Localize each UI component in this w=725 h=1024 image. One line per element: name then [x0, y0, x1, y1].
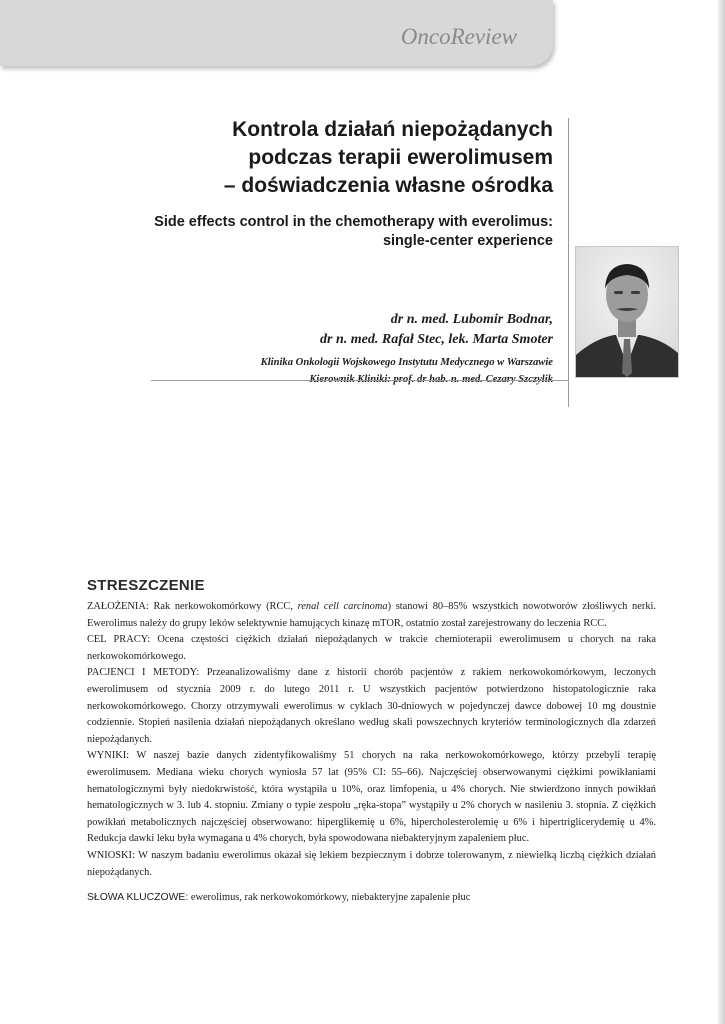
- section-label: WNIOSKI:: [87, 849, 135, 861]
- abstract-aim: [87, 632, 656, 665]
- title-line: Kontrola działań niepożądanych: [232, 118, 553, 141]
- page-edge-shadow: [718, 0, 725, 1024]
- paragraph-text: W naszej bazie danych zidentyfikowaliśmy 51 chorych na raka nerkowokomórkowego, którzy przebyli terapię ewerolimusem. Mediana wieku chorych wyniosła 57 lat (95% CI: 55–66). Najczęściej obserwowanymi ciężkimi powikłaniami hematologicznymi były niedokrwistość, która wystąpiła u 10%, oraz limfopenia, u 4% chorych. Nie stwierdzono innych powikłań hematologicznych w 3. lub 4. stopniu. Zmiany o typie zespołu „ręka-stopa” wystąpiły u 2% chorych w nasileniu 3. stopnia. Z ciężkich powikłań metabolicznych najczęściej obserwowano: hiperglikemię u 6%, hipercholesterolemię u 6% i hipertriglicerydemię u 4%. Redukcja dawki leku była wymagana u 4% chorych, była spowodowana niebakteryjnym zapaleniem płuc.: [87, 750, 656, 845]
- section-label: CEL PRACY:: [87, 634, 151, 646]
- author-photo: [575, 246, 679, 378]
- section-label: WYNIKI:: [87, 750, 130, 762]
- title-line: single-center experience: [382, 233, 553, 249]
- journal-header-tab: [0, 0, 553, 66]
- paragraph-text: W naszym badaniu ewerolimus okazał się lekiem bezpiecznym i dobrze tolerowanym, z niewielką liczbą ciężkich działań niepożądanych.: [87, 849, 656, 878]
- journal-name: OncoReview: [400, 24, 517, 49]
- author-portrait-image: [576, 247, 678, 377]
- title-line: podczas terapii ewerolimusem: [248, 146, 553, 169]
- article-title-english: [133, 213, 553, 251]
- author-names: dr n. med. Lubomir Bodnar,: [390, 312, 553, 327]
- keywords-list: ewerolimus, rak nerkowokomórkowy, niebakteryjne zapalenie płuc: [188, 892, 471, 904]
- paragraph-text: Rak nerkowokomórkowy (RCC,: [148, 601, 298, 612]
- abstract-results: [87, 748, 656, 848]
- affiliation: Klinika Onkologii Wojskowego Instytutu Medycznego w Warszawie: [260, 357, 553, 368]
- abstract-section: [87, 577, 656, 907]
- abstract-methods: [87, 665, 656, 748]
- keywords: [87, 890, 656, 907]
- section-label: ZAŁOŻENIA:: [87, 601, 149, 612]
- title-line: – doświadczenia własne ośrodka: [223, 174, 553, 197]
- section-label: PACJENCI I METODY:: [87, 667, 200, 679]
- abstract-background: [87, 599, 656, 632]
- article-title-block: [133, 116, 553, 251]
- horizontal-rule: [151, 380, 569, 381]
- paragraph-text: ) stanowi 80–85% wszystkich nowotworów złośliwych nerki. Ewerolimus należy do grupy leków selektywnie hamujących kinazę mTOR, ostatnio został zarejestrowany do leczenia RCC.: [87, 601, 656, 629]
- vertical-rule: [568, 118, 569, 407]
- authors-block: [113, 310, 553, 388]
- keywords-label: SŁOWA KLUCZOWE:: [87, 892, 189, 904]
- author-names: dr n. med. Rafał Stec, lek. Marta Smoter: [320, 332, 553, 347]
- paragraph-text: Ocena częstości ciężkich działań niepożądanych w trakcie chemioterapii ewerolimusem u chorych na raka nerkowokomórkowego.: [87, 634, 656, 662]
- abstract-heading: STRESZCZENIE: [87, 577, 205, 594]
- title-line: Side effects control in the chemotherapy with everolimus:: [154, 214, 553, 230]
- italic-term: renal cell carcinoma: [297, 601, 388, 612]
- abstract-conclusions: [87, 848, 656, 881]
- paragraph-text: Przeanalizowaliśmy dane z historii chorób pacjentów z rakiem nerkowokomórkowym, leczonych ewerolimusem od stycznia 2009 r. do lutego 2011 r. U wszystkich pacjentów potwierdzono histopatologicznie raka nerkowokomórkowego. Chorzy otrzymywali ewerolimus w cyklach 30-dniowych w pojedynczej dawce dobowej 10 mg doustnie codziennie. Stopień nasilenia działań niepożądanych określano według skali powszechnych kryteriów terminologicznych dla zdarzeń niepożądanych.: [87, 667, 657, 745]
- article-title-polish: [133, 116, 553, 200]
